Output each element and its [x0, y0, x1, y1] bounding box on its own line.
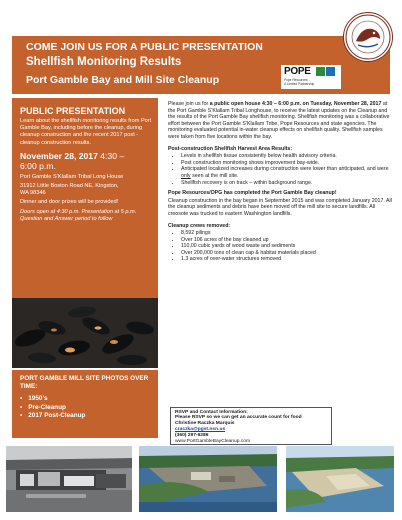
- crews-list-item: • Over 200,000 tons of clean cap & habitat materials placed: [181, 250, 392, 257]
- result-text-underline: only: [181, 172, 191, 179]
- main-content: [168, 101, 392, 267]
- banner-line-2: Shellfish Monitoring Results: [26, 56, 182, 68]
- results-list-item: • Post construction monitoring shows improvement bay-wide.: [181, 160, 392, 167]
- pope-paragraph: Cleanup construction in the bay began in September 2015 and was completed January 2017. All the cleanup sediments and debris have been moved off the mill site to secure landfills. All creosote was trucked to eastern Washington landfills.: [168, 197, 392, 217]
- intro-text-bold: a public open house 4:30 – 6:00 p.m. on Tuesday, November 28, 2017: [209, 101, 382, 107]
- results-heading: Post-construction Shellfish Harvest Area Results:: [168, 145, 293, 152]
- pope-logo-word: POPE: [284, 66, 311, 77]
- rsvp-box: [170, 407, 332, 445]
- crews-list: [181, 230, 392, 263]
- intro-text-c: at the Port Gamble S’Klallam Tribal Longhouse, to receive the latest updates on the Cleanup and the results of the Port Gamble Bay shellfish monitoring. Shellfish monitoring was a collaborative effort between the Port Gamble S’Klallam Tribe, Pope Resources and state agencies. The monitoring evaluated potential in-water cleanup effects on shellfish quality. Shellfish samples were taken from five locations within the bay.: [168, 101, 390, 140]
- intro-text-a: Please join us for: [168, 101, 210, 107]
- photo-1950s-image: [6, 446, 132, 512]
- logo-square-blue-icon: [326, 67, 335, 76]
- mussels-photo: [12, 298, 158, 368]
- photo-pre-cleanup-image: [139, 446, 277, 512]
- seal-icon: [344, 13, 392, 61]
- photo-1950s: [6, 446, 132, 512]
- doors-note: Doors open at 4:30 p.m. Presentation at 5 p.m.: [20, 208, 137, 215]
- results-list-item: • Shellfish recovery is on track – within background range.: [181, 180, 392, 187]
- results-list: [181, 153, 392, 186]
- photos-list-item: • 1950’s: [20, 395, 150, 404]
- mussels-image: [12, 298, 158, 368]
- photo-post-cleanup-image: [286, 446, 394, 512]
- event-address-2: WA 98346: [20, 190, 46, 197]
- results-list-item: • Levels in shellfish tissue consistently below health advisory criteria.: [181, 153, 392, 160]
- tribal-seal-logo: [343, 12, 393, 62]
- website-link[interactable]: www.PortGambleBayCleanup.com: [175, 439, 251, 445]
- banner-line-1: COME JOIN US FOR A PUBLIC PRESENTATION: [26, 41, 263, 53]
- intro-paragraph: [168, 101, 392, 141]
- event-date-text: November 28, 2017: [20, 150, 98, 161]
- result-text-a: Anticipated localized increases during construction were lower than anticipated, and were: [181, 166, 389, 173]
- results-list-item: [181, 166, 392, 179]
- crews-heading: Cleanup crews removed:: [168, 222, 231, 229]
- pope-resources-logo: [281, 65, 341, 89]
- panel-intro: Learn about the shellfish monitoring results from Port Gamble Bay, including before the cleanup, during cleanup construction and the recent 2017 post - cleanup construction results.: [20, 118, 152, 146]
- event-venue: Port Gamble S’Klallam Tribal Long House: [20, 173, 124, 180]
- panel-heading: PUBLIC PRESENTATION: [20, 106, 126, 116]
- event-address-1: 31912 Little Boston Road NE, Kingston,: [20, 183, 119, 190]
- public-presentation-panel: [12, 98, 158, 298]
- crews-list-item: • 1.3 acres of over-water structures removed: [181, 256, 392, 263]
- photos-list: [20, 395, 150, 421]
- pope-logo-subtitle: Pope Resources A Limited Partnership: [284, 78, 315, 86]
- photos-list-item: • Pre-Cleanup: [20, 404, 150, 413]
- rsvp-heading: RSVP and Contact Information:: [175, 409, 248, 415]
- rsvp-note: Please RSVP so we can get an accurate count for food: [175, 415, 302, 421]
- contact-name: Christine Raczka Marquis: [175, 421, 235, 427]
- result-text-b: seen at the mill site.: [190, 172, 239, 179]
- event-time-end: 6:00 p.m.: [20, 160, 56, 171]
- crews-list-item: • Over 106 acres of the bay cleaned up: [181, 237, 392, 244]
- contact-phone: (360) 297-6286: [175, 433, 209, 439]
- photos-heading: PORT GAMBLE MILL SITE PHOTOS OVER TIME:: [20, 375, 149, 390]
- header-banner: [12, 36, 390, 94]
- qa-note: Question and Answer period to follow: [20, 215, 113, 222]
- logo-square-green-icon: [316, 67, 325, 76]
- photos-list-item: • 2017 Post-Cleanup: [20, 412, 150, 421]
- pope-heading: Pope Resources/OPG has completed the Port Gamble Bay cleanup!: [168, 190, 337, 197]
- crews-list-item: • 8,592 pilings: [181, 230, 392, 237]
- banner-line-3: Port Gamble Bay and Mill Site Cleanup: [26, 74, 220, 86]
- event-date: [20, 151, 152, 161]
- event-time-start: 4:30 –: [100, 150, 125, 161]
- crews-list-item: • 110,00 cubic yards of wood waste and sediments: [181, 243, 392, 250]
- contact-email-link[interactable]: craczka@pgst.nsn.us: [175, 427, 226, 433]
- photo-2017-post-cleanup: [286, 446, 394, 512]
- dinner-note: Dinner and door prizes will be provided!: [20, 199, 119, 206]
- photo-pre-cleanup: [139, 446, 277, 512]
- mill-site-photos-panel: [12, 370, 158, 438]
